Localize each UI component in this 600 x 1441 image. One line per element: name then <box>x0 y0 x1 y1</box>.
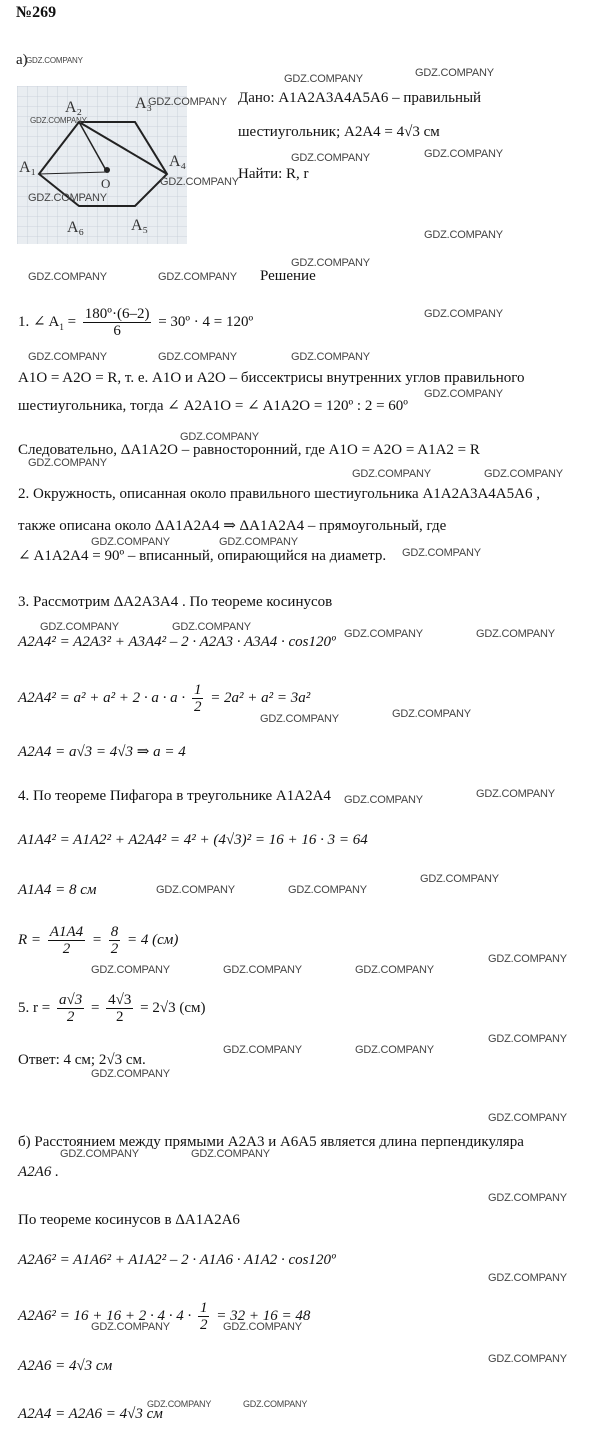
label-a3: A₃ <box>135 95 153 112</box>
hexagon-sketch <box>17 86 187 244</box>
step3-title: 3. Рассмотрим ΔA2A3A4 . По теореме косинусов <box>18 594 333 610</box>
watermark: GDZ.COMPANY <box>158 351 237 363</box>
watermark: GDZ.COMPANY <box>219 536 298 548</box>
watermark: GDZ.COMPANY <box>260 713 339 725</box>
label-a5: A₅ <box>131 217 149 234</box>
watermark: GDZ.COMPANY <box>40 621 119 633</box>
watermark: GDZ.COMPANY <box>28 192 107 204</box>
watermark: GDZ.COMPANY <box>415 67 494 79</box>
watermark: GDZ.COMPANY <box>284 73 363 85</box>
watermark: GDZ.COMPANY <box>488 1272 567 1284</box>
part-a-label: а) <box>16 52 28 68</box>
step2-line-3: ∠ A1A2A4 = 90º – вписанный, опирающийся на диаметр. <box>18 548 387 564</box>
label-a2: A₂ <box>65 99 83 116</box>
part-b-eq1: A2A6² = A1A6² + A1A2² – 2 · A1A6 · A1A2 · cos120º <box>18 1252 336 1268</box>
part-b-line-3: По теореме косинусов в ΔA1A2A6 <box>18 1212 240 1228</box>
part-b-line-1: б) Расстоянием между прямыми A2A3 и A6A5 является длина перпендикуляра <box>18 1134 524 1150</box>
watermark: GDZ.COMPANY <box>60 1148 139 1160</box>
watermark: GDZ.COMPANY <box>28 271 107 283</box>
radius-R-equation: R = $\frac{A1A4}{2}$ = $\frac{8}{2}$ = 4 (см) <box>18 924 179 957</box>
watermark: GDZ.COMPANY <box>488 1112 567 1124</box>
watermark: GDZ.COMPANY <box>223 1044 302 1056</box>
watermark: GDZ.COMPANY <box>291 257 370 269</box>
watermark: GDZ.COMPANY <box>420 873 499 885</box>
step5-fraction-1: $\frac{a√3}{2}$ <box>58 992 83 1025</box>
part-b-eq2: A2A6² = 16 + 16 + 2 · 4 · 4 · $\frac{1}{2}$ = 32 + 16 = 48 <box>18 1300 311 1333</box>
watermark: GDZ.COMPANY <box>291 152 370 164</box>
watermark: GDZ.COMPANY <box>476 628 555 640</box>
label-a1: A₁ <box>19 159 37 176</box>
problem-number: №269 <box>16 4 57 21</box>
radius-R-fraction-1: $\frac{A1A4}{2}$ <box>49 924 84 957</box>
watermark: GDZ.COMPANY <box>424 148 503 160</box>
step3-eq3: A2A4 = a√3 = 4√3 ⇒ a = 4 <box>18 744 186 760</box>
step5-fraction-2: $\frac{4√3}{2}$ <box>108 992 132 1025</box>
step4-eq2: A1A4 = 8 см <box>18 882 97 898</box>
watermark: GDZ.COMPANY <box>91 536 170 548</box>
watermark: GDZ.COMPANY <box>488 1353 567 1365</box>
watermark: GDZ.COMPANY <box>288 884 367 896</box>
part-b-eq2-fraction: $\frac{1}{2}$ <box>199 1300 208 1333</box>
part-b-line-2: A2A6 . <box>18 1164 59 1180</box>
step3-eq1: A2A4² = A2A3² + A3A4² – 2 · A2A3 · A3A4 · cos120º <box>18 634 336 650</box>
watermark: GDZ.COMPANY <box>91 1068 170 1080</box>
watermark: GDZ.COMPANY <box>158 271 237 283</box>
given-line-2: шестиугольник; A2A4 = 4√3 см <box>238 124 440 140</box>
label-a6: A₆ <box>67 219 85 236</box>
step3-eq2: A2A4² = a² + a² + 2 · a · a · $\frac{1}{2}$ = 2a² + a² = 3a² <box>18 682 311 715</box>
step1-equation: 1. ∠ $A_1$ = $\frac{\text{180º·(6–2)}}{6}$ = 30º · 4 = 120º <box>18 306 254 339</box>
watermark: GDZ.COMPANY <box>180 431 259 443</box>
watermark: GDZ.COMPANY <box>344 794 423 806</box>
watermark: GDZ.COMPANY <box>172 621 251 633</box>
step1-fraction: $\frac{\text{180º·(6–2)}}{6}$ <box>84 306 150 339</box>
watermark: GDZ.COMPANY <box>156 884 235 896</box>
center-point-o <box>104 167 110 173</box>
label-a4: A₄ <box>169 153 187 170</box>
part-b-eq4: A2A4 = A2A6 = 4√3 см <box>18 1406 163 1422</box>
watermark: GDZ.COMPANY <box>30 116 87 125</box>
watermark: GDZ.COMPANY <box>352 468 431 480</box>
answer-line: Ответ: 4 см; 2√3 см. <box>18 1052 146 1068</box>
watermark: GDZ.COMPANY <box>26 56 83 65</box>
watermark: GDZ.COMPANY <box>148 96 227 108</box>
watermark: GDZ.COMPANY <box>488 1033 567 1045</box>
given-line-1: Дано: A1A2A3A4A5A6 – правильный <box>238 90 482 106</box>
watermark: GDZ.COMPANY <box>424 308 503 320</box>
hexagon-drawing <box>17 86 187 244</box>
watermark: GDZ.COMPANY <box>484 468 563 480</box>
watermark: GDZ.COMPANY <box>344 628 423 640</box>
step5-equation: 5. r = $\frac{a√3}{2}$ = $\frac{4√3}{2}$ = 2√3 (см) <box>18 992 206 1025</box>
watermark: GDZ.COMPANY <box>28 351 107 363</box>
watermark: GDZ.COMPANY <box>160 176 239 188</box>
watermark: GDZ.COMPANY <box>488 1192 567 1204</box>
watermark: GDZ.COMPANY <box>488 953 567 965</box>
watermark: GDZ.COMPANY <box>223 1321 302 1333</box>
part-b-eq3: A2A6 = 4√3 см <box>18 1358 113 1374</box>
line-equilateral: Следовательно, ΔA1A2O – равносторонний, где A1O = A2O = A1A2 = R <box>18 442 480 458</box>
line-a1o: A1O = A2O = R, т. е. A1O и A2O – биссектрисы внутренних углов правильного <box>18 370 525 386</box>
line-hexagon-angles: шестиугольника, тогда ∠ A2A1O = ∠ A1A2O = 120º : 2 = 60º <box>18 398 408 414</box>
watermark: GDZ.COMPANY <box>243 1399 308 1409</box>
watermark: GDZ.COMPANY <box>424 229 503 241</box>
watermark: GDZ.COMPANY <box>476 788 555 800</box>
watermark: GDZ.COMPANY <box>402 547 481 559</box>
watermark: GDZ.COMPANY <box>28 457 107 469</box>
watermark: GDZ.COMPANY <box>291 351 370 363</box>
watermark: GDZ.COMPANY <box>355 964 434 976</box>
step4-eq1: A1A4² = A1A2² + A2A4² = 4² + (4√3)² = 16 + 16 · 3 = 64 <box>18 832 368 848</box>
watermark: GDZ.COMPANY <box>355 1044 434 1056</box>
watermark: GDZ.COMPANY <box>223 964 302 976</box>
watermark: GDZ.COMPANY <box>91 1321 170 1333</box>
radius-R-fraction-2: $\frac{8}{2}$ <box>110 924 119 957</box>
label-o: O <box>101 176 111 191</box>
step2-line-1: 2. Окружность, описанная около правильного шестиугольника A1A2A3A4A5A6 , <box>18 486 540 502</box>
step2-line-2: также описана около ΔA1A2A4 ⇒ ΔA1A2A4 – прямоугольный, где <box>18 518 447 534</box>
step3-eq2-fraction: $\frac{1}{2}$ <box>193 682 202 715</box>
watermark: GDZ.COMPANY <box>392 708 471 720</box>
solution-title: Решение <box>260 268 316 284</box>
watermark: GDZ.COMPANY <box>191 1148 270 1160</box>
step4-title: 4. По теореме Пифагора в треугольнике A1A2A4 <box>18 788 331 804</box>
find-line: Найти: R, r <box>238 166 309 182</box>
watermark: GDZ.COMPANY <box>91 964 170 976</box>
watermark: GDZ.COMPANY <box>424 388 503 400</box>
watermark: GDZ.COMPANY <box>147 1399 212 1409</box>
